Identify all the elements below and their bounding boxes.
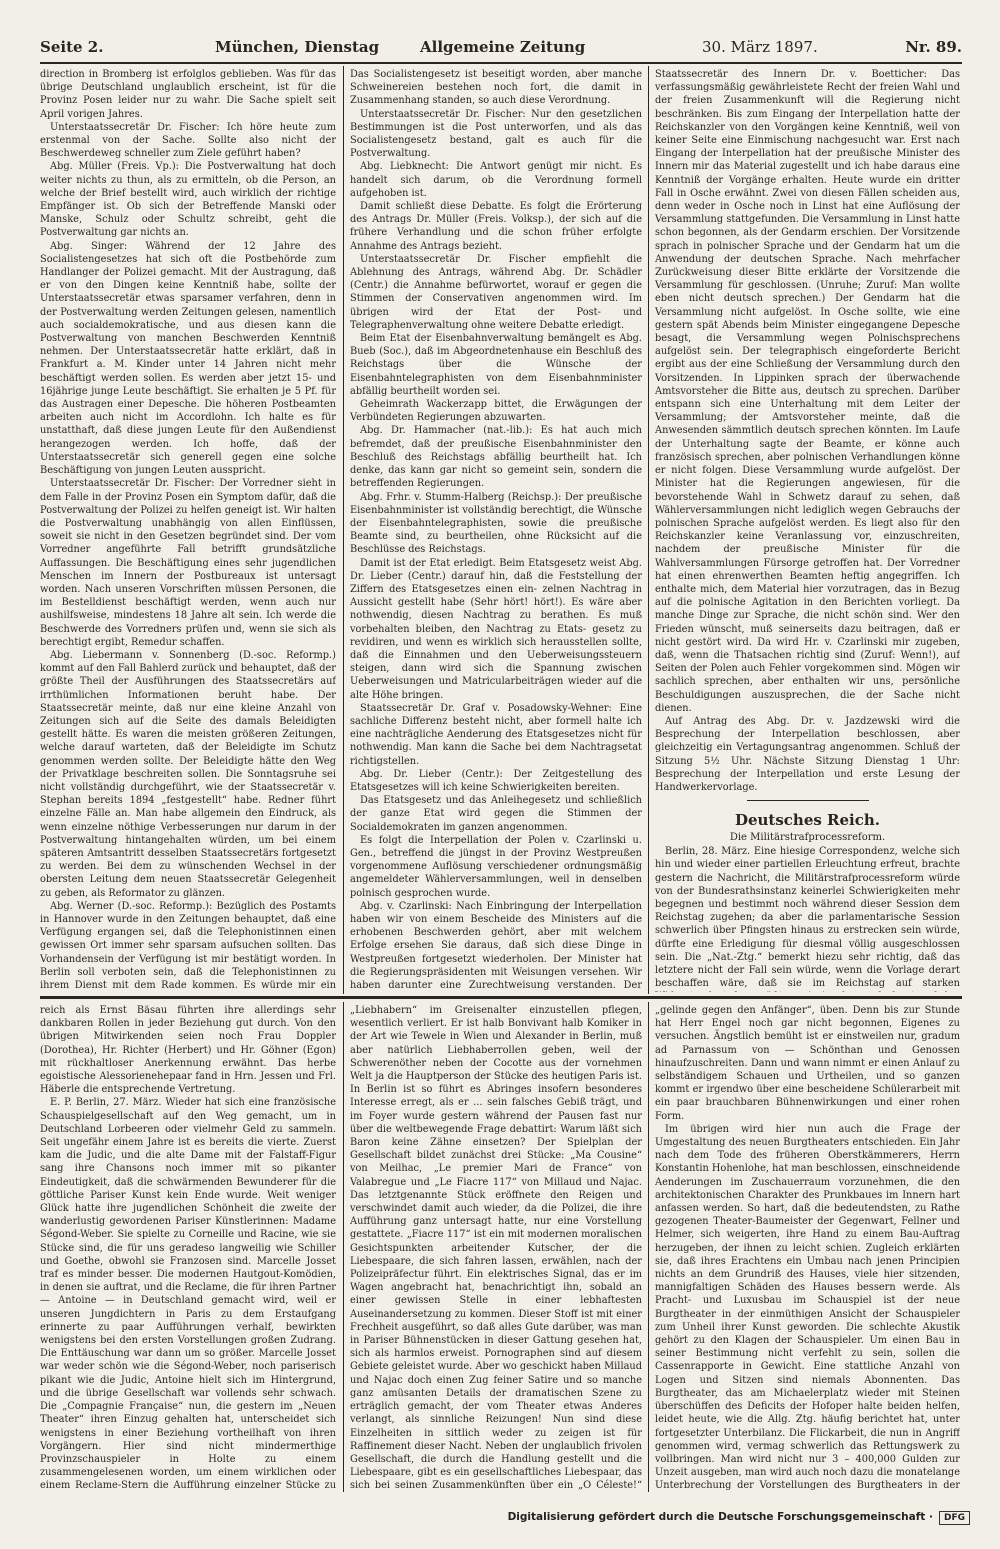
digitization-credit [508, 1511, 970, 1525]
column-divider [343, 66, 344, 994]
paragraph: direction in Bromberg ist erfolglos geblieben. Was für das übrige Deutschland unglaublich erscheint, ist für die Provinz Posen leider nur zu wahr. Die Sache spielt seit April vorigen Jahres. [40, 69, 336, 120]
paragraph: Abg. Liebermann v. Sonnenberg (D.-soc. Reformp.) kommt auf den Fall Bahlerd zurück und behauptet, daß der größte Theil der Ausführungen des Staatssecretärs auf irrthümlichen Informationen beruht habe. Der Staatssecretär meinte, daß nur eine kleine Anzahl von Zeitungen sich auf die Seite des damals Beleidigten gestellt hätte. Es waren die meisten größeren Zeitungen, welche darauf warteten, daß der Beleidigte im Schutz genommen werden sollte. Der Beleidigte hätte den Weg der Privatklage beschreiten sollen. Die Sonntagsruhe sei nicht vollständig durchgeführt, wie der Staatssecretär v. Stephan bereits 1894 „festgestellt“ habe. Redner führt einzelne Fälle an. Man habe allgemein den Eindruck, als wenn einzelne nöthige Verbesserungen nur darum in der Postverwaltung hintangehalten würden, um bei einem späteren Amtsantritt desselben Staatssecretärs fortgesetzt zu werden. Bei dem zu wünschenden Wechsel in der obersten Leitung dem neuen Staatssecretär Gelegenheit zu geben, als Reformator zu glänzen. [40, 649, 336, 899]
paragraph: Beim Etat der Eisenbahnverwaltung bemängelt es Abg. Bueb (Soc.), daß im Abgeordnetenhause ein Beschluß des Reichstags über die Wünsche der Eisenbahntelegraphisten von dem Eisenbahnminister abfällig beurtheilt worden sei. [350, 333, 642, 397]
issue-date: 30. März 1897. [702, 38, 818, 56]
paragraph: Das Etatsgesetz und das Anleihegesetz und schließlich der ganze Etat wird gegen die Stimmen der Socialdemokraten im ganzen angenommen. [350, 795, 642, 833]
section-heading: Deutsches Reich. [734, 811, 881, 830]
paragraph: Unterstaatssecretär Dr. Fischer empfiehlt die Ablehnung des Antrags, während Abg. Dr. Schädler (Centr.) die Annahme befürwortet, worauf er gegen die Stimmen der Conservativen angenommen wird. Im übrigen wird der Etat der Post- und Telegraphenverwaltung ohne weitere Debatte erledigt. [350, 253, 642, 331]
paragraph: Damit schließt diese Debatte. Es folgt die Erörterung des Antrags Dr. Müller (Freis. Volksp.), der sich auf die frühere Verhandlung und die schon früher erfolgte Annahme des Antrags bezieht. [350, 201, 642, 252]
paragraph: E. P. Berlin, 27. März. Wieder hat sich eine französische Schauspielgesellschaft auf den Weg gemacht, um in Deutschland Lorbeeren oder vielmehr Geld zu sammeln. Seit ungefähr einem Jahre ist es bereits die vierte. Zuerst kam die Judic, und die alte Dame mit der Falstaff-Figur sang ihre Chansons noch immer mit so pikanter Eindeutigkeit, daß die schwärmenden Bewunderer für die göttliche Pariser Kunst kein Ende wurde. Weit weniger Glück hatte ihre jugendlichen Schönheit die zweite der wanderlustig gewordenen Pariser Künstlerinnen: Madame Ségond-Weber. Sie spielte zu Corneille und Racine, wie sie Stücke sind, die für uns geradeso langweilig wie Schiller und Goethe, obwohl sie Franzosen sind. Marcelle Josset traf es minder besser. Die modernen Hautgout-Komödien, in denen sie auftrat, und die Reclame, die für ihren Partner — Antoine — in Deutschland gemacht wird, weil er unseren Jungdichtern in Paris zu dem Erstaufgang erinnerte zu paar Aufführungen verhalf, bewirkten wenigstens bei den ersten Vorstellungen großen Zudrang. Die Enttäuschung war dann um so größer. Marcelle Josset war weder schön wie die Ségond-Weber, noch pariserisch pikant wie die Judic, Antoine hielt sich im Hintergrund, und die übrige Gesellschaft war vollends sehr schwach. Die „Compagnie Française“ nun, die gestern im „Neuen Theater“ ihren Einzug gehalten hat, unterscheidet sich wenigstens in einer Beziehung vortheilhaft von ihren Vorgängern. Hier sind nicht mindermerthige Provinzschauspieler in Holte zu einem zusammengelesenen worden, um einem wirklichen oder einem Reclame-Stern die Aufführung einzelner Stücke zu [40, 1097, 336, 1490]
feuilleton-column-1 [40, 1004, 336, 1490]
paragraph: Abg. Werner (D.-soc. Reformp.): Bezüglich des Postamts in Hannover wurde in den Zeitungen behauptet, daß eine Verfügung ergangen sei, daß die Telephonistinnen einen gewissen Ort immer sehr sparsam aufsuchen sollten. Das Vorhandensein der Verfügung ist mir bestätigt worden. In Berlin soll verboten sein, daß die Telephonistinnen zu ihrem Dienst mit dem Rade kommen. Es würde mir ein [40, 900, 336, 992]
paragraph: „gelinde gegen den Anfänger“, üben. Denn bis zur Stunde hat Herr Engel noch gar nicht begonnen, Eigenes zu versuchen. Ängstlich bemüht ist er einstweilen nur, gradum ad Parnassum von — Schönthan und Genossen hinaufzuschreiten. Dann und wann nimmt er einen Anlauf zu selbständigem Schauen und Urtheilen, und so ganzen kommt er irgendwo über eine bescheidene Schülerarbeit mit ein paar brauchbaren Bühnenwirkungen und einer rohen Form. [655, 1005, 960, 1122]
credit-text: Digitalisierung gefördert durch die Deutsche Forschungsgemeinschaft · [507, 1511, 933, 1523]
paragraph: Es folgt die Interpellation der Polen v. Czarlinski u. Gen., betreffend die jüngst in der Provinz Westpreußen vorgenommene Auflösung verschiedener ordnungsmäßig angemeldeter Wählerversammlungen, weil in denselben polnisch gesprochen wurde. [350, 834, 642, 899]
paragraph: Abg. Dr. Hammacher (nat.-lib.): Es hat auch mich befremdet, daß der preußische Eisenbahnminister den Beschluß des Reichstags abfällig beurtheilt hat. Ich denke, das kann gar nicht so gemeint sein, sondern die betreffenden Regierungen. [350, 425, 642, 490]
article-separator [747, 800, 869, 801]
paragraph: Damit ist der Etat erledigt. Beim Etatsgesetz weist Abg. Dr. Lieber (Centr.) darauf hin, daß die Feststellung der Ziffern des Etatsgesetzes einen ein- zelnen Nachtrag in Aussicht gestellt habe (Sehr hört! hört!). Es wäre aber nothwendig, diesen Nachtrag zu berathen. Es muß vorbehalten bleiben, den Nachtrag zu Etats- gesetz zu revidiren, und wenn es wirklich sich herausstellen sollte, daß die Einnahmen und den Ueberweisungssteuern steigen, dann wird sich die Spannung zwischen Ueberweisungen und Matricularbeiträgen wieder auf die alte Höhe bringen. [350, 557, 642, 701]
paragraph: Abg. v. Czarlinski: Nach Einbringung der Interpellation haben wir von einem Bescheide des Ministers auf die erhobenen Beschwerden gehört, aber mit welchem Erfolge ersehen Sie daraus, daß sich diese Dinge in Westpreußen fortgesetzt wiederholen. Der Minister hat die Regierungspräsidenten mit Weisungen versehen. Wir haben darunter eine Zurechtweisung verstanden. Der [350, 900, 642, 992]
paragraph: Das Socialistengesetz ist beseitigt worden, aber manche Schweinereien bestehen noch fort, die damit in Zusammenhang standen, so auch diese Verordnung. [350, 69, 642, 107]
paragraph: Berlin, 28. März. Eine hiesige Correspondenz, welche sich hin und wieder einer partiellen Erleuchtung erfreut, brachte gestern die Nachricht, die Militärstrafprocessreform würde von der Bundesrathsinstanz keinerlei Schwierigkeiten mehr begegnen und bestimmt noch während dieser Session dem Reichstag zugehen; da aber die parlamentarische Session schwerlich über Pfingsten hinaus zu erstrecken sein würde, dürfte eine Erledigung für diesmal völlig ausgeschlossen sein. Die „Nat.-Ztg.“ bemerkt hiezu sehr richtig, daß das letztere nicht der Fall sein würde, wenn die Vorlage derart beschaffen wäre, daß sie im Reichstag auf starken [655, 846, 960, 990]
feuilleton-column-3 [655, 1004, 960, 1490]
paragraph: Unterstaatssecretär Dr. Fischer: Nur den gesetzlichen Bestimmungen ist die Post unterworfen, und als das Socialistengesetz bestand, galt es auch für die Postverwaltung. [350, 108, 642, 160]
column-divider [648, 1002, 649, 1492]
paragraph: Abg. Singer: Während der 12 Jahre des Socialistengesetzes hat sich oft die Postbehörde zum Handlanger der Polizei gemacht. Mit der Austragung, daß er von den Dingen keine Kenntniß habe, sollte der Unterstaatssecretär etwas sparsamer verfahren, denn in der Postverwaltung werden Zeitungen gelesen, namentlich auch socialdemokratische, und aus diesen kann die Postverwaltung von manchen Beschwerden Kenntniß nehmen. Der Unterstaatssecretär hatte erklärt, daß in Frankfurt a. M. Kinder unter 14 Jahren nicht mehr beschäftigt werden sollen. Es werden aber jetzt 15- und 16jährige junge Leute beschäftigt. Sie erhalten je 5 Pf. für das Austragen einer Depesche. Die höheren Postbeamten arbeiten auch nicht im Accordlohn. Ich halte es für unstatthaft, daß diese jungen Leute für den Außendienst herangezogen werden. Ich hoffe, daß der Unterstaatssecretär sich generell gegen eine solche Beschäftigung von jungen Leuten ausspricht. [40, 240, 336, 477]
masthead [40, 38, 962, 60]
edition-place-day: München, Dienstag [215, 38, 380, 56]
header-rule [40, 62, 962, 64]
paragraph: Unterstaatssecretär Dr. Fischer: Ich höre heute zum erstenmal von der Sache. Sollte also nicht der Beschwerdeweg schneller zum Ziele geführt haben? [40, 121, 336, 160]
issue-number: Nr. 89. [905, 38, 962, 56]
column-divider [343, 1002, 344, 1492]
paragraph: Unterstaatssecretär Dr. Fischer: Der Vorredner sieht in dem Falle in der Provinz Posen ein Symptom dafür, daß die Postverwaltung der Polizei zu helfen geneigt ist. Wir halten die Postverwaltung unabhängig von allen Einflüssen, soweit sie nicht in den Gesetzen begründet sind. Der vom Vorredner angeführte Fall betrifft grundsätzliche Auffassungen. Die Beschäftigung eines sehr jugendlichen Menschen im Innern der Postbureaux ist untersagt worden. Nach unseren Vorschriften müssen Personen, die im Bestelldienst beschäftigt werden, wenn auch nur aushilfsweise, mindestens 18 Jahre alt sein. Ich werde die Beschwerde des Vorredners prüfen und, wenn sie sich als berechtigt ergibt, Remedur schaffen. [40, 478, 336, 648]
paragraph: Geheimrath Wackerzapp bittet, die Erwägungen der Verbündeten Regierungen abzuwarten. [350, 399, 642, 424]
feuilleton-column-2 [350, 1004, 642, 1490]
paragraph: Abg. Liebknecht: Die Antwort genügt mir nicht. Es handelt sich darum, ob die Verordnung formell aufgehoben ist. [350, 161, 642, 199]
paragraph: Abg. Frhr. v. Stumm-Halberg (Reichsp.): Der preußische Eisenbahnminister ist vollständig berechtigt, die Wünsche der Eisenbahntelegraphisten, sowie die preußische Beamte sind, zu beurtheilen, ohne Rücksicht auf die Beschlüsse des Reichstags. [350, 491, 642, 556]
column-divider [648, 66, 649, 994]
dfg-logo: DFG [939, 1511, 970, 1525]
paragraph: Auf Antrag des Abg. Dr. v. Jazdzewski wird die Besprechung der Interpellation beschlossen, aber gleichzeitig ein Vertagungsantrag angenommen. Schluß der Sitzung 5½ Uhr. Nächste Sitzung Dienstag 1 Uhr: Besprechung der Interpellation und erste Lesung der Handwerkervorlage. [655, 715, 960, 793]
newspaper-title: Allgemeine Zeitung [420, 38, 586, 56]
paragraph: Staatssecretär des Innern Dr. v. Boetticher: Das verfassungsmäßig gewährleistete Recht der freien Wahl und der freien Zusammenkunft will die Regierung nicht beschränken. Bis zum Eingang der Interpellation hatte der Reichskanzler von den Vorgängen keine Kenntniß, weil von keiner Seite eine Einmischung nachgesucht war. Erst nach Eingang der Interpellation hat der preußische Minister des Innern mir das Material zugestellt und ich habe daraus eine Kenntniß der Vorgänge erhalten. Heute wurde ein dritter Fall in Osche erwähnt. Zwei von diesen Fällen scheiden aus, denn weder in Osche noch in Linst hat eine Auflösung der Versammlung stattgefunden. Die Versammlung in Linst hatte schon begonnen, als der Gendarm erschien. Der Vorsitzende sprach in polnischer Sprache und der Gendarm hat um die Anwendung der deutschen Sprache. Nach mehrfacher Zurückweisung dieser Bitte erklärte der Vorsitzende die Versammlung für geschlossen. (Unruhe; Zuruf: Man wollte eben nicht deutsch sprechen.) Der Gendarm hat die Versammlung nicht aufgelöst. In Osche sollte, wie eine gestern spät Abends beim Minister eingegangene Depesche besagt, die Versammlung wegen Polnischsprechens aufgelöst sein. Der telegraphisch eingeforderte Bericht ergibt aus der eine Schließung der Versammlung durch den Vorsitzenden. In Lippinken sprach der überwachende Amtsvorsteher die Bitte aus, deutsch zu sprechen. Darüber entspann sich eine Unterhaltung mit dem Leiter der Versammlung; der Amtsvorsteher meinte, daß die Anwesenden sämmtlich deutsch sprechen könnten. Im Laufe der Unterhaltung sagte der Beamte, er könne auch französisch sprechen, aber polnischen Verhandlungen könne er nicht folgen. Diese Versammlung wurde aufgelöst. Der Minister hat die Regierungen angewiesen, für die bevorstehende Wahl in Schwetz darauf zu sehen, daß Wählerversammlungen nicht lediglich wegen Gebrauchs der polnischen Sprache aufgelöst werden. Es liegt also für den Reichskanzler keine Veranlassung vor, einzuschreiten, nachdem der preußische Minister für die Wahlversammlungen Fürsorge getroffen hat. Der Vorredner hat einen ehrenwerthen Beamten heftig angegriffen. Ich enthalte mich, dem Material hier vorzutragen, das in Bezug auf die polnische Agitation in den Berichten vorliegt. Da manche Dinge zur Sprache, die nicht schön sind. Wer den Frieden wünscht, muß seinerseits dazu beitragen, daß er nicht gestört wird. Da wird Hr. v. Czarlinski mir zugeben, daß, wenn die Thatsachen richtig sind (Zuruf: Wenn!), auf Seiten der Polen auch Fehler vorgekommen sind. Mögen wir sachlich sprechen, aber enthalten wir uns, persönliche Beschuldigungen auszusprechen, die der Sache nicht dienen. [655, 69, 960, 714]
paragraph: „Liebhabern“ im Greisenalter einzustellen pflegen, wesentlich verliert. Er ist halb Bonvivant halb Komiker in der Art wie Tewele in Wien und Alexander in Berlin, muß aber natürlich Liebhaberrollen geben, weil der Schwerenöther neben der Cocotte aus der vornehmen Welt ja die Hauptperson der Stücke des heutigen Paris ist. In Berlin ist so führt es Abringes insofern besonderes Interesse erregt, als er ... sein falsches Gebiß trägt, und im Foyer wurde gestern während der Pausen fast nur über die weltbewegende Frage debattirt: Warum läßt sich Baron keine Zähne einsetzen? Der Spielplan der Gesellschaft bildet zunächst drei Stücke: „Ma Cousine“ von Meilhac, „Le premier Mari de France“ von Valabregue und „Le Fiacre 117“ von Millaud und Najac. Das letztgenannte Stück eröffnete den Reigen und verschwindet damit auch wieder, da die Polizei, die ihre Aufführung ganz untersagt hatte, nur eine Vorstellung gestattete. „Fiacre 117“ ist ein mit modernen moralischen Gesichtspunkten arbeitender Kutscher, der die Liebespaare, die sich fahren lassen, erwählen, nach der Polizeipräfectur führt. Ein elektrisches Signal, das er im Wagen angebracht hat, benachrichtigt ihn, sobald an einer gewissen Stelle in einer lebhaftesten Auseinandersetzung zu kommen. Dieser Stoff ist mit einer Frechheit ausgeführt, so daß alles Gute darüber, was man in Pariser Bühnenstücken in dieser Gattung gesehen hat, sich als harmlos erweist. Pornographen sind auf diesem Gebiete geleistet wurde. Aber wo geschickt haben Millaud und Najac doch einen Zug feiner Satire und so manche ganz amüsanten Details der dramatischen Szene zu erträglich gemacht, der vom Theater etwas Anderes verlangt, als sinnliche Reizungen! Nun sind diese Einzelheiten in sittlich weder zu zeigen ist für Raffinement dieser Nacht. Neben der unglaublich frivolen Gesellschaft, die durch die Handlung gestellt und die Liebespaare, gibt es ein gesellschaftliches Liebespaar, das sich bei seinen Zusammenkünften über ein „O Céleste!“ [350, 1005, 642, 1490]
paragraph: Im übrigen wird hier nun auch die Frage der Umgestaltung des neuen Burgtheaters entschieden. Ein Jahr nach dem Tode des früheren Oberstkämmerers, Herrn Konstantin Hohenlohe, hat man beschlossen, einschneidende Aenderungen im Zuschauerraum vorzunehmen, die den architektonischen Charakter des Prunkbaues im Innern hart anfassen werden. So hart, daß die bedeutendsten, zu Rathe gezogenen Theater-Baumeister der Gegenwart, Fellner und Helmer, sich weigerten, ihre Hand zu einem Bau-Auftrag herzugeben, der ihnen zu leicht schien. Zugleich erklärten sie, daß ihres Erachtens ein Umbau nach jenen Principien nichts an dem Grundriß des Hauses, viele hier sitzenden, mannigfaltigen Schäden des Hauses bessern werde. Als Pracht- und Luxusbau im Schauspiel ist der neue Burgtheater in der einmüthigen Ansicht der Schauspieler zum Unheil ihrer Kunst geworden. Die schlechte Akustik gehört zu den Klagen der Schauspieler. Um einen Bau in seiner Bestimmung nicht verfehlt zu sein, sollen die Cassenrapporte in Gewicht. Eine stattliche Anzahl von Logen und Sitzen sind niemals Abonnenten. Das Burgtheater, das am Michaelerplatz wieder mit Steinen überschüffen des Deficits der Hofoper halte beiden helfen, leidet heute, wie die Allg. Ztg. häufig berichtet hat, unter fortgesetzter Unterbilanz. Die Flickarbeit, die nun in Angriff genommen wird, vermag schwerlich das Rettungswerk zu vollbringen. Man wird nicht nur 3 – 400,000 Gulden zur Unzeit ausgeben, man wird auch noch dazu die monatelange Unterbrechung der Vorstellungen des Burgtheaters in der [655, 1123, 960, 1490]
section-rule [40, 996, 962, 999]
page-number: Seite 2. [40, 38, 104, 56]
paragraph: Abg. Müller (Freis. Vp.): Die Postverwaltung hat doch weiter nichts zu thun, als zu ermitteln, ob die Person, an welche der Brief bestellt wird, auch wirklich der richtige Empfänger ist. Ob sich der Betreffende Manski oder Manske, Schulz oder Schultz schreibt, geht die Postverwaltung gar nichts an. [40, 161, 336, 239]
column-1 [40, 68, 336, 992]
article-heading: Die Militärstrafprocessreform. [729, 832, 886, 844]
paragraph: reich als Ernst Bäsau führten ihre allerdings sehr dankbaren Rollen in jeder Beziehung gut durch. Von den übrigen Mitwirkenden seien noch Frau Doppler (Dorothea), Hr. Richter (Herbert) und Hr. Göhner (Egon) mit rückhaltloser Anerkennung erwähnt. Das herbe egoistische Alessorienehepaar fand in Hrn. Jessen und Frl. Häberle die entsprechende Vertretung. [40, 1005, 336, 1096]
column-3 [655, 68, 960, 992]
paragraph: Abg. Dr. Lieber (Centr.): Der Zeitgestellung des Etatsgesetzes will ich keine Schwierigkeiten bereiten. [350, 768, 642, 793]
paragraph: Staatssecretär Dr. Graf v. Posadowsky-Wehner: Eine sachliche Differenz besteht nicht, aber formell halte ich eine nachträgliche Aenderung des Etatsgesetzes nicht für nothwendig. Man kann die Sache bei dem Nachtragsetat richtigstellen. [350, 702, 642, 767]
column-2 [350, 68, 642, 992]
